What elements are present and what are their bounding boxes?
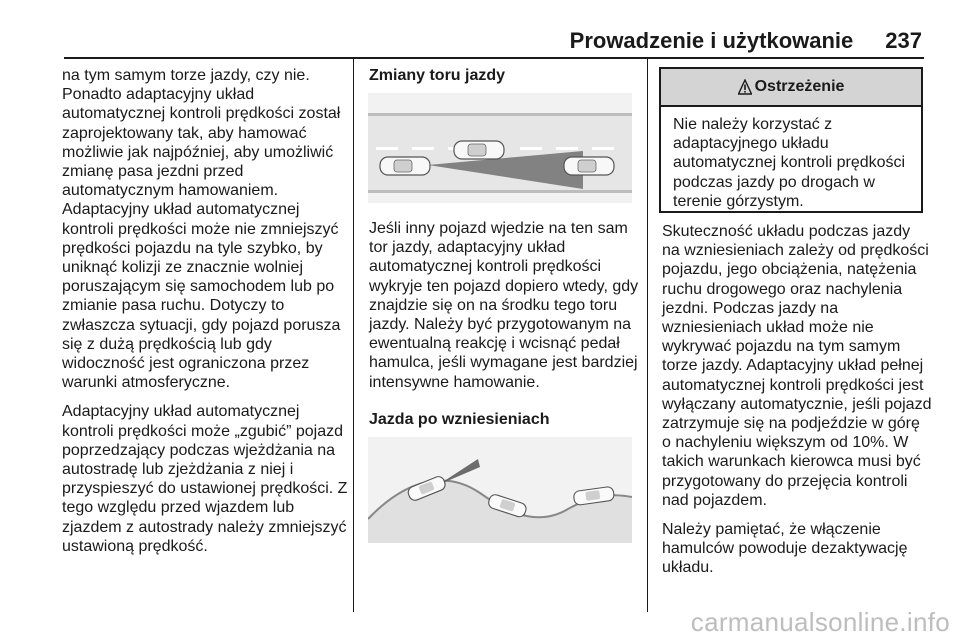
warning-icon bbox=[738, 79, 752, 95]
car-icon bbox=[380, 157, 430, 175]
paragraph: Jeśli inny pojazd wjedzie na ten sam tor jazdy, adaptacyjny układ automatycznej kontroli prędkości wykryje ten pojazd dopiero wtedy, gdy znajdzie się on na środku tego toru jazdy. Należy być przygotowanym na ewentualną reakcję i wcisnąć pedał hamulca, jeśli wymagane jest bardziej intensywne hamowanie. bbox=[369, 220, 639, 391]
hill-driving-drawing bbox=[368, 437, 632, 543]
column-1 bbox=[62, 66, 348, 566]
warning-text: Nie należy korzystać z adaptacyjnego układu automatycznej kontroli prędkości podczas jazdy po drogach w terenie górzystym. bbox=[673, 116, 906, 210]
warning-box bbox=[659, 67, 923, 213]
car-icon bbox=[454, 141, 504, 159]
warning-title: Ostrzeżenie bbox=[754, 78, 845, 95]
page-title: Prowadzenie i użytkowanie bbox=[569, 28, 854, 53]
watermark: carmanualsonline.info bbox=[690, 607, 950, 637]
lane-change-drawing bbox=[368, 93, 632, 203]
column-divider-1 bbox=[353, 58, 354, 612]
column-2-heading-1-wrap bbox=[369, 66, 639, 95]
paragraph: Skuteczność układu podczas jazdy na wzniesieniach zależy od prędkości pojazdu, jego obciążenia, natężenia ruchu drogowego oraz nachylenia jezdni. Podczas jazdy na wzniesieniach układ może nie wykrywać pojazdu na tym samym torze jazdy. Adaptacyjny układ pełnej automatycznej kontroli prędkości jest wyłączany automatycznie, jeśli pojazd zatrzymuje się na podjeździe w górę o nachyleniu większym od 10%. W takich warunkach kierowca musi być przygotowany do przejęcia kontroli nad pojazdem. bbox=[662, 223, 932, 509]
header-rule bbox=[64, 57, 924, 59]
car-icon bbox=[564, 157, 614, 175]
column-divider-2 bbox=[647, 58, 648, 612]
column-2-body bbox=[369, 219, 641, 439]
hill-driving-illustration bbox=[368, 437, 632, 543]
section-heading-lane-change: Zmiany toru jazdy bbox=[369, 67, 506, 84]
lane-change-illustration bbox=[368, 93, 632, 203]
page-number: 237 bbox=[885, 28, 922, 53]
paragraph: na tym samym torze jazdy, czy nie. Ponadto adaptacyjny układ automatycznej kontroli prędkości został zaprojektowany tak, aby hamować możliwie jak najpóźniej, aby umożliwić zmianę pasa jezdni przed automatycznym hamowaniem. Adaptacyjny układ automatycznej kontroli prędkości może nie zmniejszyć prędkości pojazdu na tyle szybko, by uniknąć kolizji ze znacznie wolniej poruszającym się samochodem lub po zmianie pasa ruchu. Dotyczy to zwłaszcza sytuacji, gdy pojazd porusza się z dużą prędkością lub gdy widoczność jest ograniczona przez warunki atmosferyczne. bbox=[62, 67, 341, 392]
column-3-body bbox=[662, 222, 932, 588]
paragraph: Należy pamiętać, że włączenie hamulców powoduje dezaktywację układu. bbox=[662, 521, 908, 577]
paragraph: Adaptacyjny układ automatycznej kontroli prędkości może „zgubić” pojazd poprzedzający podczas wjeżdżania na autostradę lub zjeżdżania z niej i przyspieszyć do ustawionej prędkości. Z tego względu przed wjazdem lub zjazdem z autostrady należy zmniejszyć ustawioną prędkość. bbox=[62, 403, 348, 555]
page-header bbox=[0, 28, 922, 54]
section-heading-hills: Jazda po wzniesieniach bbox=[369, 410, 550, 428]
warning-header bbox=[661, 69, 921, 107]
